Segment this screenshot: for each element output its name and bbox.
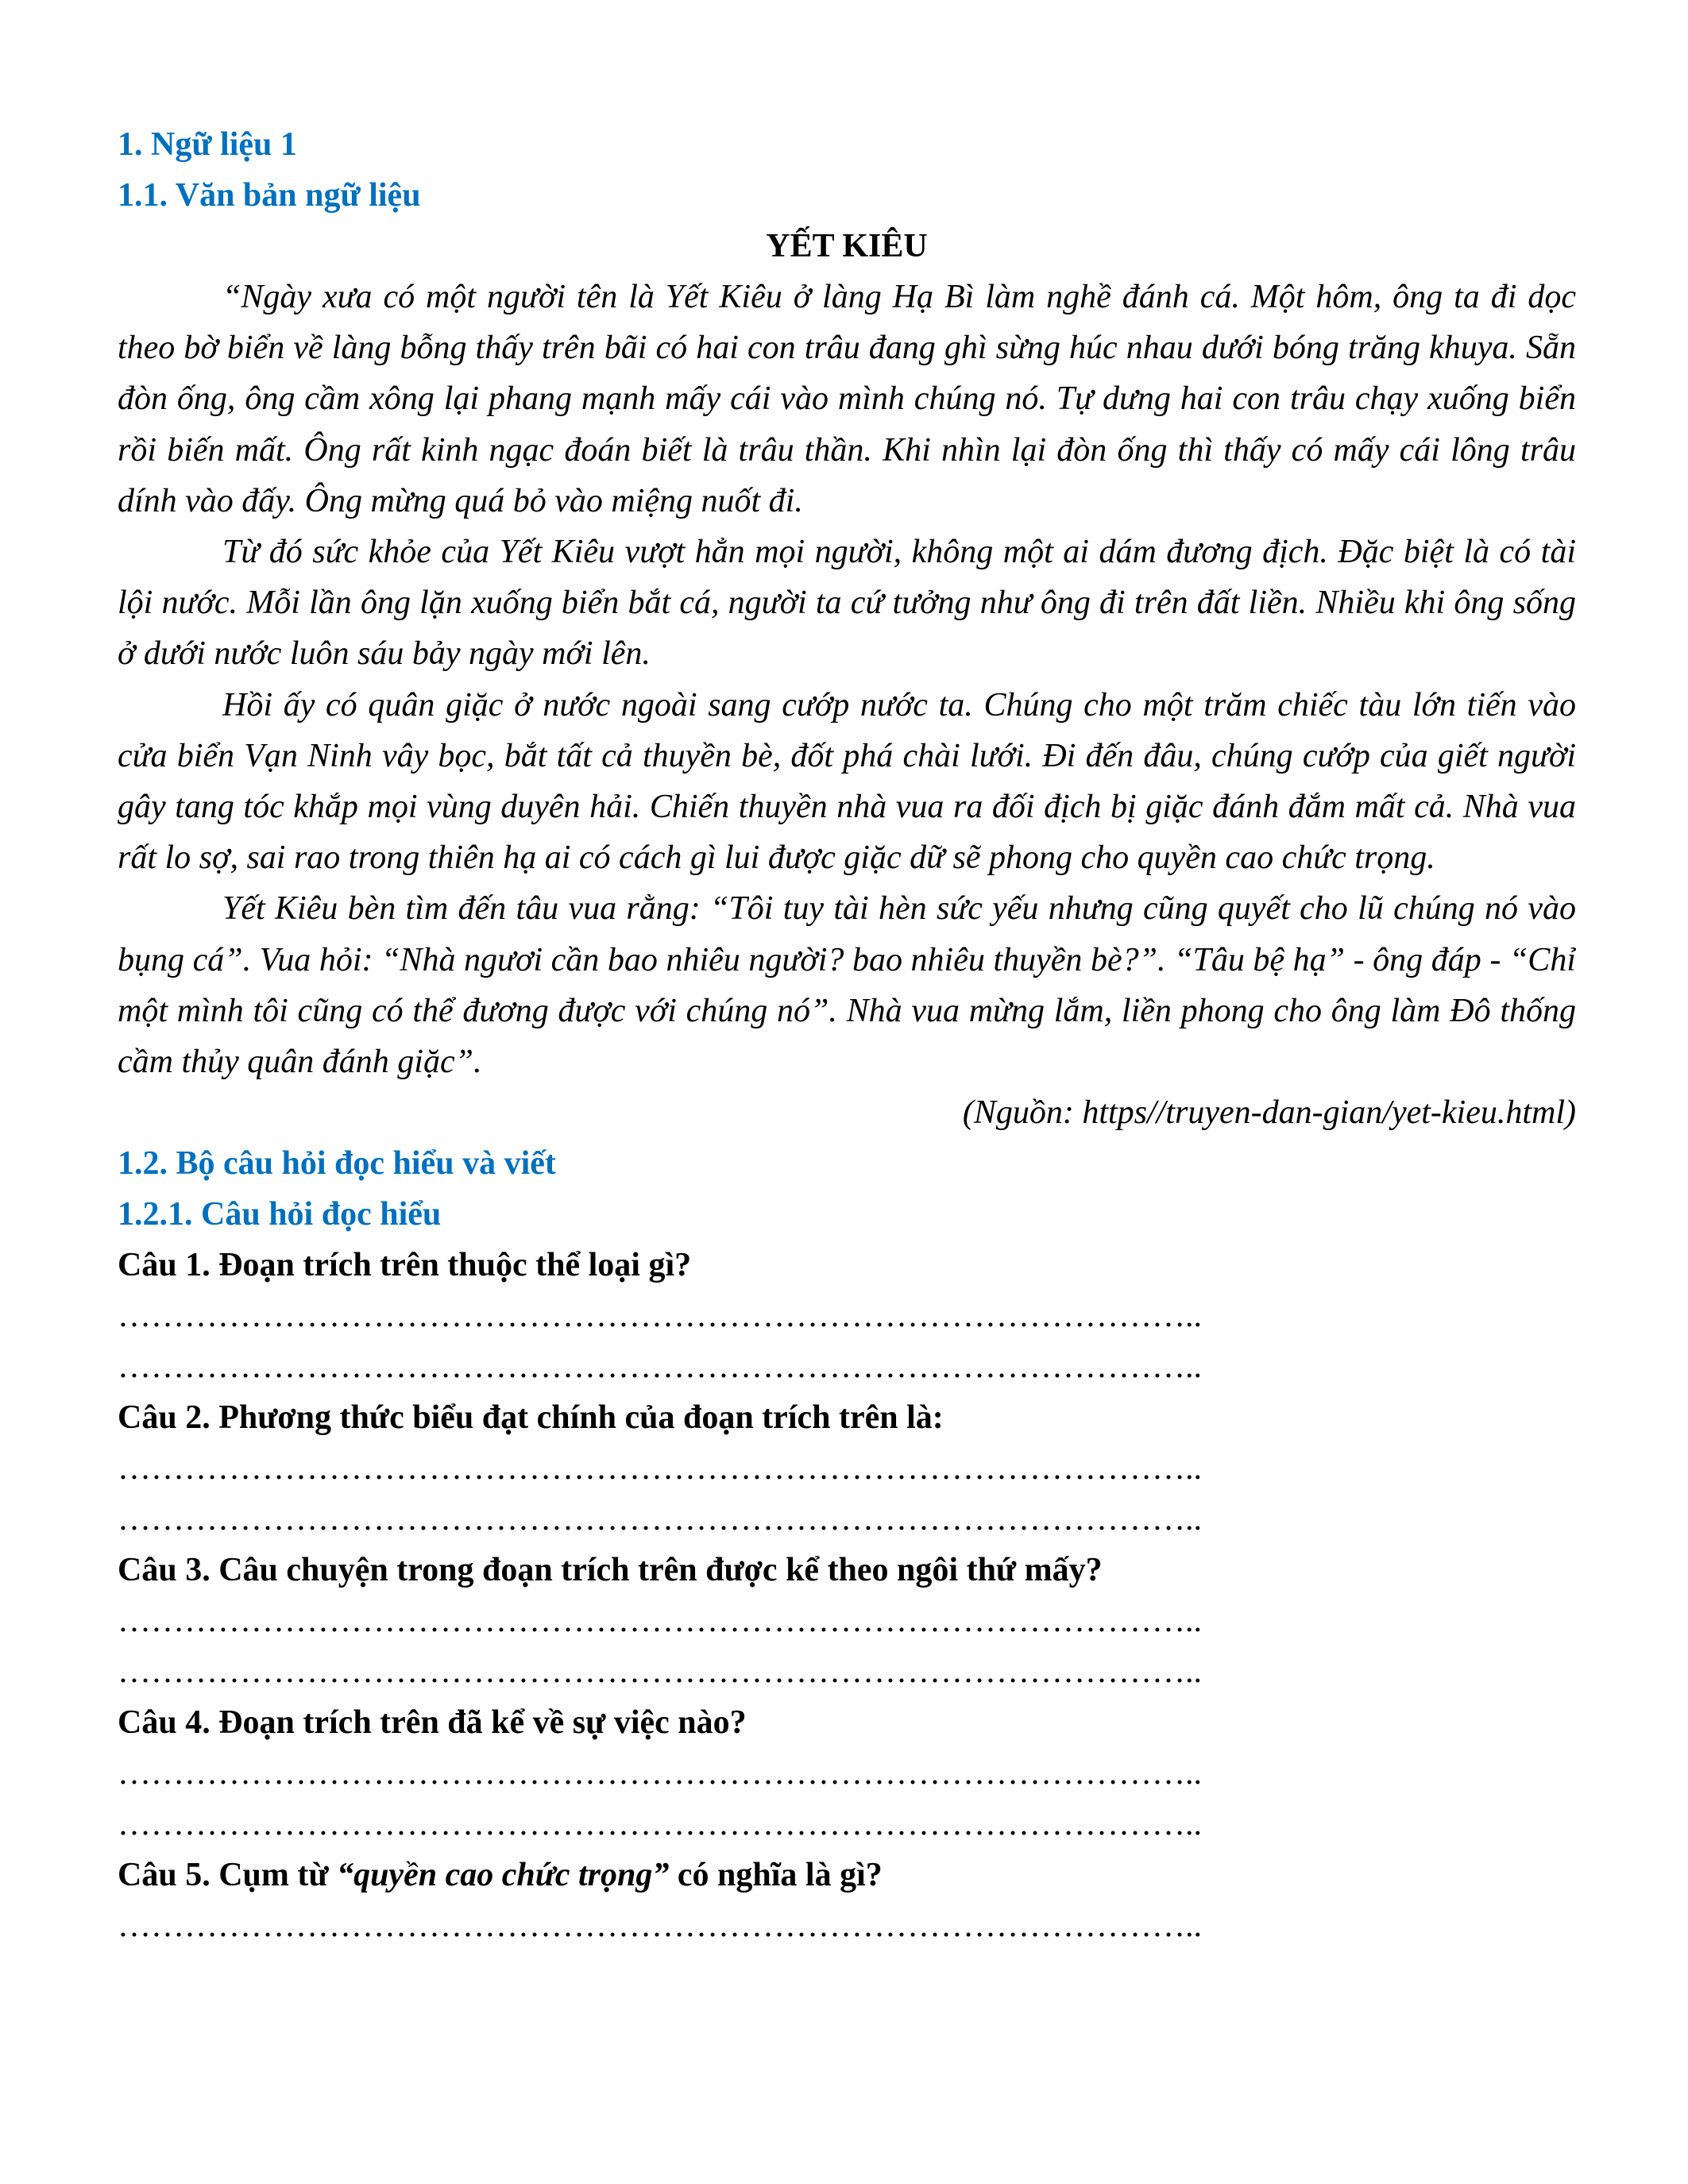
story-paragraph: “Ngày xưa có một người tên là Yết Kiêu ở làng Hạ Bì làm nghề đánh cá. Một hôm, ông ta đi dọc theo bờ biển về làng bỗng thấy trên bãi có hai con trâu đang ghì sừng húc nhau dưới bóng trăng khuya. Sẵn đòn ống, ông cầm xông lại phang mạnh mấy cái vào mình chúng nó. Tự dưng hai con trâu chạy xuống biển rồi biến mất. Ông rất kinh ngạc đoán biết là trâu thần. Khi nhìn lại đòn ống thì thấy có mấy cái lông trâu dính vào đấy. Ông mừng quá bỏ vào miệng nuốt đi. — [118, 279, 1576, 519]
answer-line[interactable]: …………………………………………………………………………………….. — [118, 1349, 1202, 1386]
questions-subheading: 1.2.1. Câu hỏi đọc hiểu — [118, 1196, 442, 1233]
story-title: YẾT KIÊU — [766, 228, 928, 264]
question-5-prefix: Câu 5. Cụm từ — [118, 1857, 338, 1894]
section-heading: 1. Ngữ liệu 1 — [118, 126, 297, 163]
question-2: Câu 2. Phương thức biểu đạt chính của đoạn trích trên là: — [118, 1399, 944, 1437]
question-5-emphasis: “quyền cao chức trọng” — [337, 1857, 670, 1894]
answer-line[interactable]: …………………………………………………………………………………….. — [118, 1450, 1202, 1488]
story-paragraph: Hồi ấy có quân giặc ở nước ngoài sang cướp nước ta. Chúng cho một trăm chiếc tàu lớn tiến vào cửa biển Vạn Ninh vây bọc, bắt tất cả thuyền bè, đốt phá chài lưới. Đi đến đâu, chúng cướp của giết người gây tang tóc khắp mọi vùng duyên hải. Chiến thuyền nhà vua ra đối địch bị giặc đánh đắm mất cả. Nhà vua rất lo sợ, sai rao trong thiên hạ ai có cách gì lui được giặc dữ sẽ phong cho quyền cao chức trọng. — [118, 686, 1576, 877]
question-5-suffix: có nghĩa là gì? — [669, 1857, 883, 1894]
questions-section-heading: 1.2. Bộ câu hỏi đọc hiểu và viết — [118, 1145, 556, 1183]
question-1: Câu 1. Đoạn trích trên thuộc thể loại gì? — [118, 1247, 692, 1284]
story-paragraph: Yết Kiêu bèn tìm đến tâu vua rằng: “Tôi tuy tài hèn sức yếu nhưng cũng quyết cho lũ chúng nó vào bụng cá”. Vua hỏi: “Nhà ngươi cần bao nhiêu người? bao nhiêu thuyền bè?”. “Tâu bệ hạ” - ông đáp - “Chỉ một mình tôi cũng có thể đương được với chúng nó”. Nhà vua mừng lắm, liền phong cho ông làm Đô thống cầm thủy quân đánh giặc”. — [118, 890, 1576, 1081]
story-source: (Nguồn: https//truyen-dan-gian/yet-kieu.html) — [962, 1094, 1576, 1132]
story-paragraph: Từ đó sức khỏe của Yết Kiêu vượt hẳn mọi người, không một ai dám đương địch. Đặc biệt là có tài lội nước. Mỗi lần ông lặn xuống biển bắt cá, người ta cứ tưởng như ông đi trên đất liền. Nhiều khi ông sống ở dưới nước luôn sáu bảy ngày mới lên. — [118, 534, 1576, 673]
story-text — [118, 272, 1576, 1087]
answer-line[interactable]: …………………………………………………………………………………….. — [118, 1298, 1202, 1335]
answer-line[interactable]: …………………………………………………………………………………….. — [118, 1653, 1202, 1691]
question-5 — [118, 1850, 1576, 1900]
answer-line[interactable]: …………………………………………………………………………………….. — [118, 1603, 1202, 1640]
answer-line[interactable]: …………………………………………………………………………………….. — [118, 1908, 1202, 1945]
answer-line[interactable]: …………………………………………………………………………………….. — [118, 1755, 1202, 1792]
question-4: Câu 4. Đoạn trích trên đã kể về sự việc nào? — [118, 1704, 747, 1742]
section-subheading: 1.1. Văn bản ngữ liệu — [118, 177, 421, 214]
answer-line[interactable]: …………………………………………………………………………………….. — [118, 1501, 1202, 1538]
question-3: Câu 3. Câu chuyện trong đoạn trích trên được kể theo ngôi thứ mấy? — [118, 1552, 1103, 1589]
document-page — [118, 119, 1576, 1951]
answer-line[interactable]: …………………………………………………………………………………….. — [118, 1806, 1202, 1843]
